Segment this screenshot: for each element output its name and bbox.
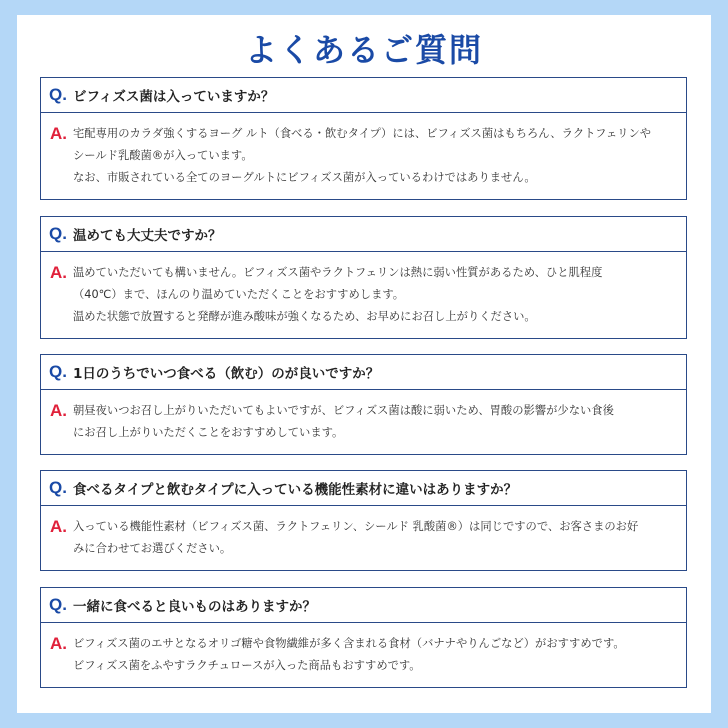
answer-block [41, 113, 686, 199]
answer-block [41, 390, 686, 454]
a-marker: A. [50, 124, 67, 143]
a-marker: A. [50, 634, 67, 653]
faq-page [17, 15, 711, 713]
question-row [41, 78, 686, 113]
question-row [41, 588, 686, 623]
answer-block [41, 506, 686, 570]
faq-item [40, 587, 687, 688]
answer-block [41, 252, 686, 338]
question-text: 食べるタイプと飲むタイプに入っている機能性素材に違いはありますか？ [73, 482, 518, 498]
answer-line: 入っている機能性素材（ビフィズス菌、ラクトフェリン、シールド 乳酸菌®）は同じですので、お客さまのお好 [73, 520, 639, 533]
answer-line: 朝昼夜いつお召し上がりいただいてもよいですが、ビフィズス菌は酸に弱いため、胃酸の影響が少ない食後 [73, 404, 614, 417]
a-marker: A. [50, 263, 67, 282]
answer-line: ビフィズス菌をふやすラクチュロースが入った商品もおすすめです。 [73, 659, 421, 672]
answer-line: みに合わせてお選びください。 [73, 542, 232, 555]
faq-item [40, 216, 687, 339]
a-marker: A. [50, 517, 67, 536]
answer-line: なお、市販されている全てのヨーグルトにビフィズス菌が入っているわけではありません。 [73, 171, 536, 184]
question-row [41, 355, 686, 390]
page-title: よくあるご質問 [244, 31, 483, 69]
question-row [41, 217, 686, 252]
faq-item [40, 354, 687, 455]
answer-line: にお召し上がりいただくことをおすすめしています。 [73, 426, 344, 439]
answer-line: シールド乳酸菌®が入っています。 [73, 149, 253, 162]
faq-item [40, 77, 687, 200]
question-text: 一緒に食べると良いものはありますか？ [73, 599, 316, 615]
question-row [41, 471, 686, 506]
q-marker: Q. [49, 478, 67, 497]
faq-item [40, 470, 687, 571]
question-text: ビフィズス菌は入っていますか？ [73, 89, 275, 105]
q-marker: Q. [49, 362, 67, 381]
answer-line: 温めていただいても構いません。ビフィズス菌やラクトフェリンは熱に弱い性質があるため、ひと肌程度 [73, 266, 603, 279]
answer-line: （40℃）まで、ほんのり温めていただくことをおすすめします。 [73, 288, 405, 301]
q-marker: Q. [49, 595, 67, 614]
answer-line: 温めた状態で放置すると発酵が進み酸味が強くなるため、お早めにお召し上がりください。 [73, 310, 536, 323]
answer-line: ビフィズス菌のエサとなるオリゴ糖や食物繊維が多く含まれる食材（バナナやりんごなど）がおすすめです。 [73, 637, 625, 650]
question-text: 温めても大丈夫ですか？ [73, 228, 222, 244]
question-text: 1日のうちでいつ食べる（飲む）のが良いですか？ [73, 366, 380, 382]
answer-block [41, 623, 686, 687]
answer-line: 宅配専用のカラダ強くするヨーグ ルト（食べる・飲むタイプ）には、ビフィズス菌はもちろん、ラクトフェリンや [73, 127, 652, 140]
a-marker: A. [50, 401, 67, 420]
q-marker: Q. [49, 224, 67, 243]
q-marker: Q. [49, 85, 67, 104]
